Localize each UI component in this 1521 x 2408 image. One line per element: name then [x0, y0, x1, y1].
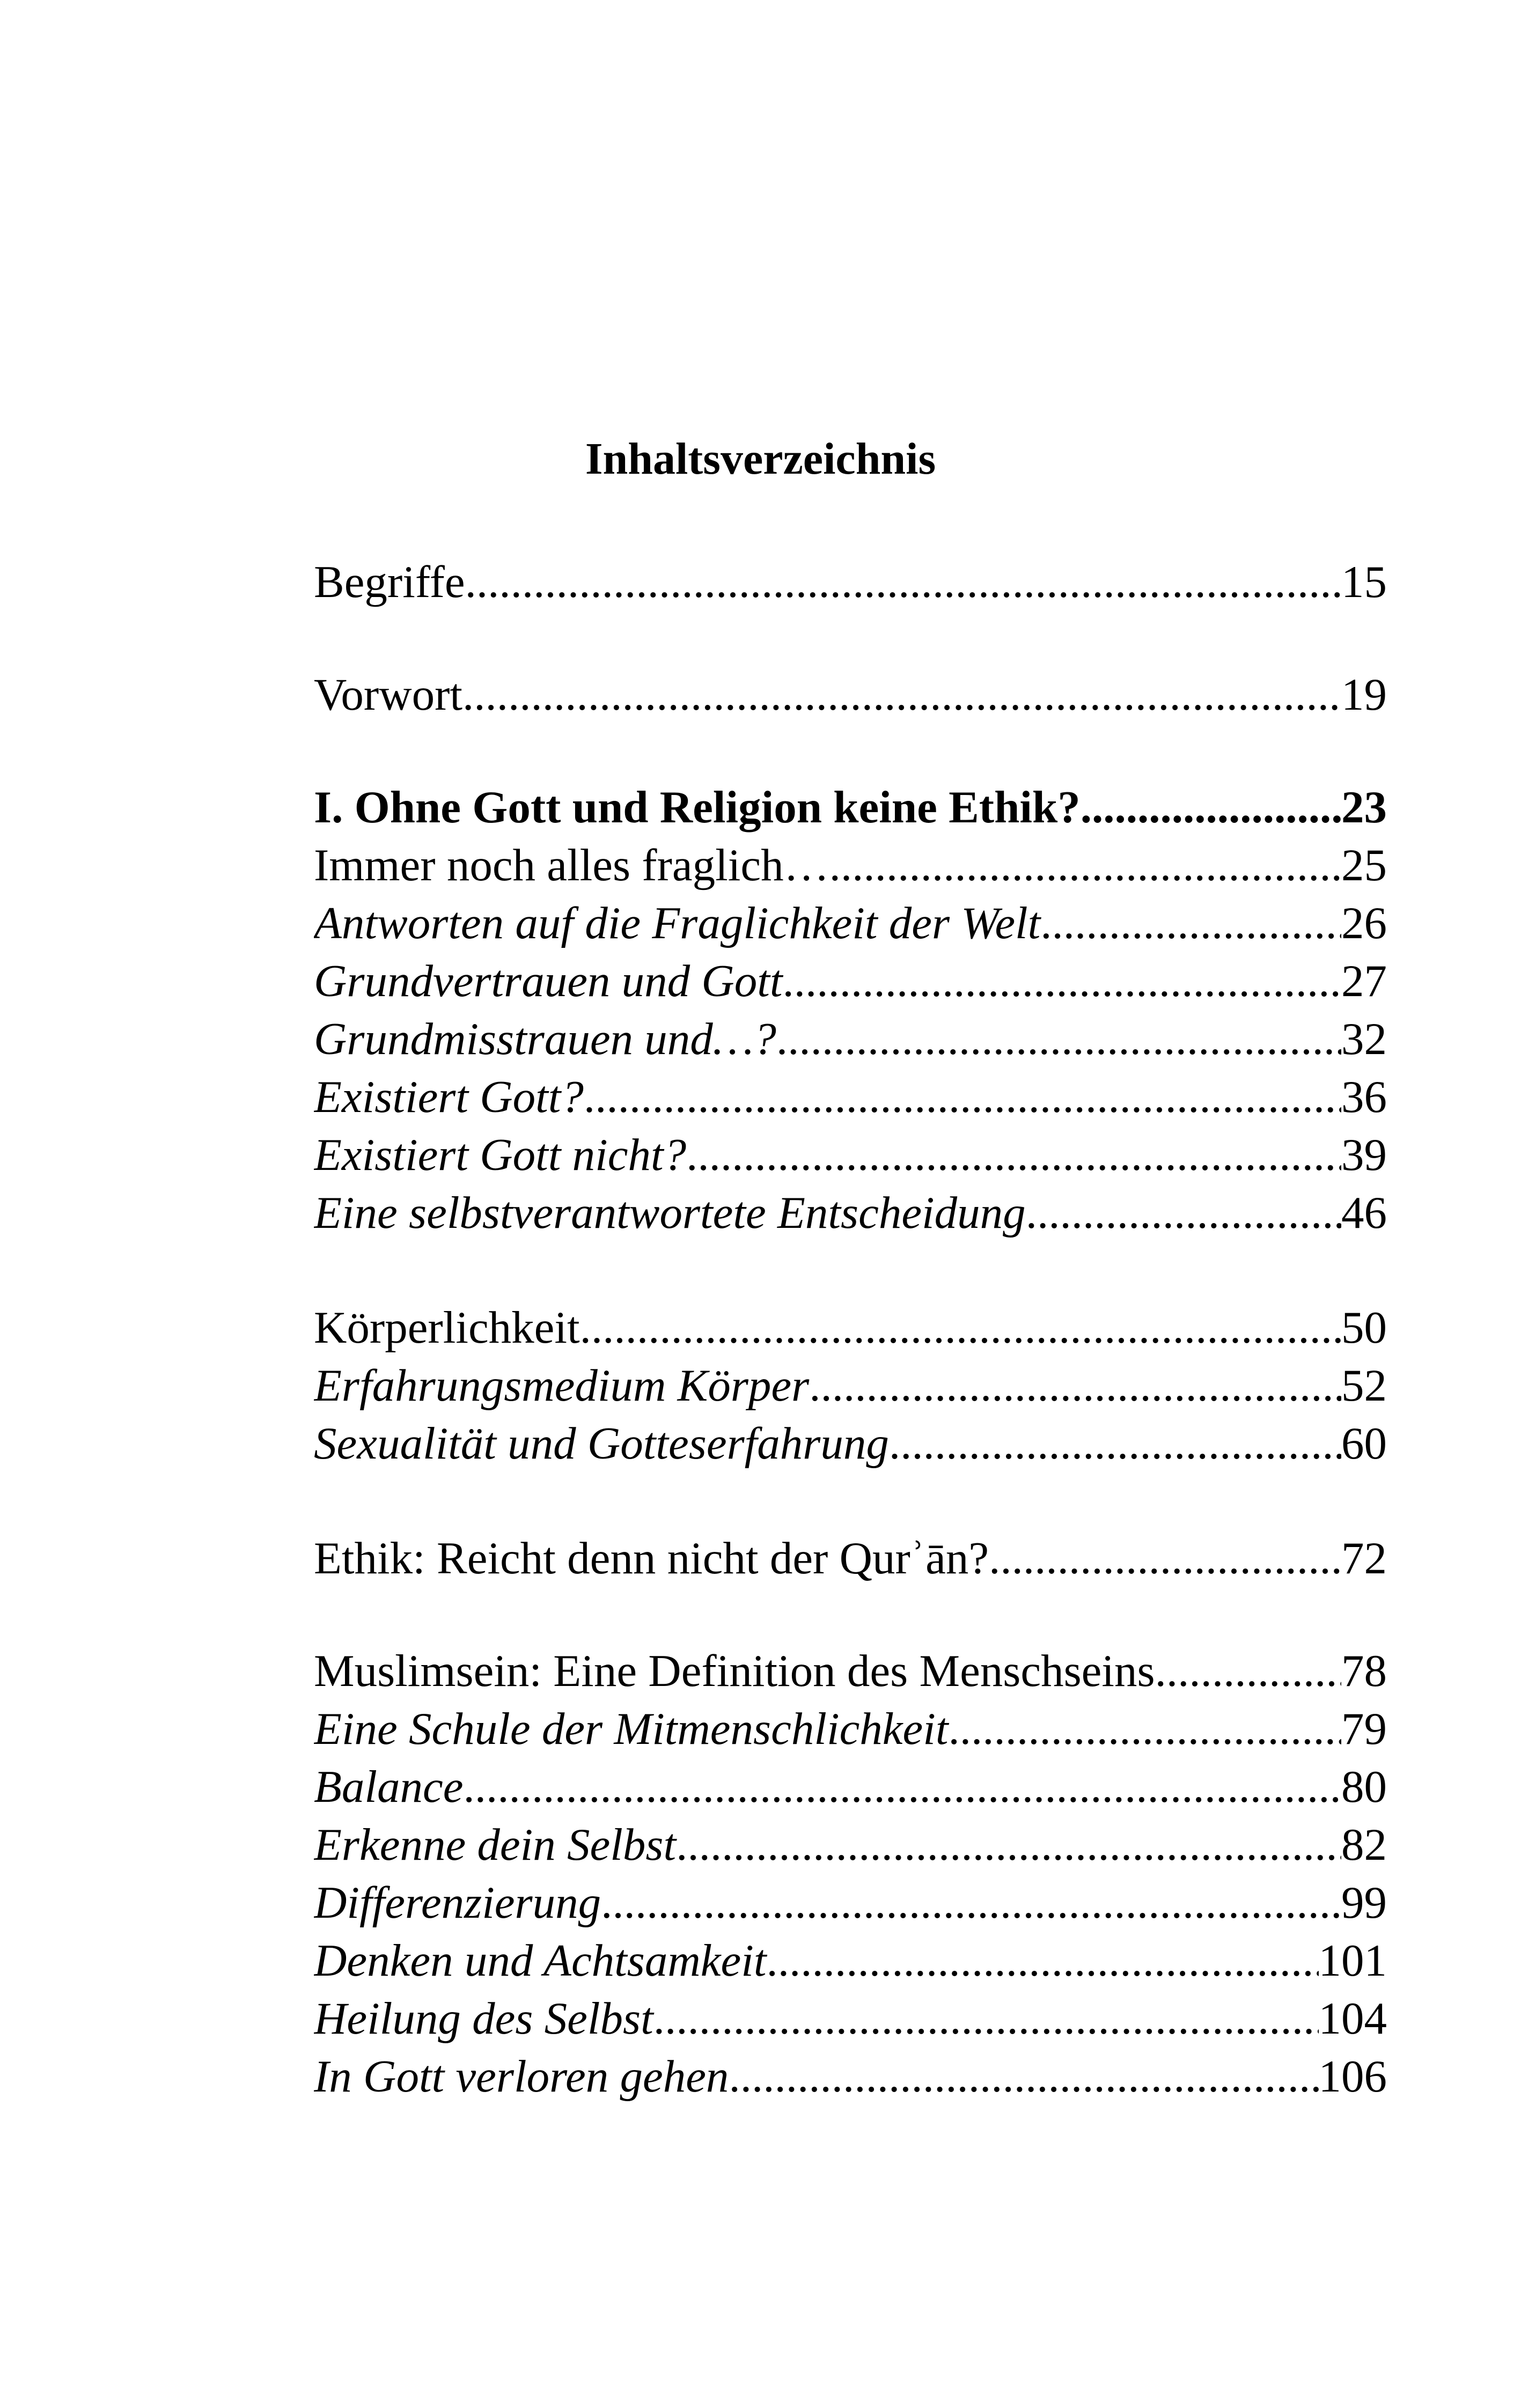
- toc-entry-title: In Gott verloren gehen: [314, 2051, 729, 2102]
- dot-leader: [783, 952, 1341, 1011]
- toc-entry-title: Immer noch alles fraglich…: [314, 840, 829, 890]
- toc-entry-page: 25: [1341, 840, 1387, 890]
- dot-leader: [686, 1125, 1341, 1184]
- toc-entry-page: 60: [1341, 1418, 1387, 1469]
- toc-subentry: [314, 1414, 1387, 1473]
- toc-entry-page: 52: [1341, 1360, 1387, 1411]
- toc-entry-page: 15: [1341, 557, 1387, 607]
- toc-chapter-heading: [314, 778, 1387, 837]
- toc-entry-page: 106: [1318, 2051, 1387, 2102]
- toc-entry-title: Muslimsein: Eine Definition des Menschseins: [314, 1646, 1155, 1696]
- dot-leader: [1155, 1641, 1341, 1700]
- toc-entry-page: 19: [1341, 669, 1387, 720]
- toc-subentry: [314, 1757, 1387, 1816]
- toc-subentry: [314, 952, 1387, 1011]
- toc-entry-page: 80: [1341, 1762, 1387, 1812]
- dot-leader: [949, 1699, 1342, 1758]
- toc-entry-title: Differenzierung: [314, 1877, 601, 1928]
- toc-entry-title: Grundmisstrauen und…?: [314, 1014, 776, 1064]
- toc-entry-page: 46: [1341, 1188, 1387, 1238]
- toc-entry-title: Antworten auf die Fraglichkeit der Welt: [314, 898, 1041, 948]
- toc-subentry: [314, 1356, 1387, 1415]
- toc-entry-title: Eine selbstverantwortete Entscheidung: [314, 1188, 1026, 1238]
- dot-leader: [829, 836, 1341, 895]
- toc-entry-page: 72: [1341, 1533, 1387, 1584]
- toc-subentry: [314, 1067, 1387, 1126]
- toc-entry: [314, 1641, 1387, 1700]
- toc-entry-page: 26: [1341, 898, 1387, 948]
- toc-entry-title: Denken und Achtsamkeit: [314, 1935, 767, 1986]
- dot-leader: [653, 1989, 1319, 2048]
- toc-entry-title: Ethik: Reicht denn nicht der Qurʾān?: [314, 1533, 989, 1584]
- toc-entry: [314, 1298, 1387, 1357]
- dot-leader: [1081, 778, 1341, 837]
- toc-entry-page: 82: [1341, 1820, 1387, 1870]
- toc-entry-page: 101: [1318, 1935, 1387, 1986]
- toc-entry-title: Balance: [314, 1762, 464, 1812]
- toc-entry-begriffe: [314, 553, 1387, 612]
- toc-entry-title: Existiert Gott nicht?: [314, 1130, 687, 1180]
- toc-subentry: [314, 1010, 1387, 1069]
- dot-leader: [1040, 894, 1341, 953]
- dot-leader: [580, 1298, 1341, 1357]
- toc-subentry: [314, 1989, 1387, 2048]
- dot-leader: [464, 1757, 1342, 1816]
- toc-entry-title: Eine Schule der Mitmenschlichkeit: [314, 1704, 949, 1754]
- toc-entry-vorwort: [314, 665, 1387, 724]
- toc-entry-title: Sexualität und Gotteserfahrung: [314, 1418, 889, 1469]
- toc-entry-title: I. Ohne Gott und Religion keine Ethik?: [314, 782, 1081, 833]
- toc-entry-title: Heilung des Selbst: [314, 1993, 653, 2044]
- toc-subentry: [314, 1183, 1387, 1242]
- dot-leader: [889, 1414, 1341, 1473]
- dot-leader: [776, 1010, 1341, 1069]
- toc-entry-title: Körperlichkeit: [314, 1302, 580, 1353]
- toc-entry-title: Grundvertrauen und Gott: [314, 956, 783, 1006]
- toc-entry-page: 32: [1341, 1014, 1387, 1064]
- toc-subentry: [314, 2047, 1387, 2106]
- dot-leader: [1026, 1183, 1341, 1242]
- toc-entry-title: Vorwort: [314, 669, 463, 720]
- toc-subentry: [314, 894, 1387, 953]
- dot-leader: [766, 1931, 1318, 1990]
- toc-entry-page: 23: [1341, 782, 1387, 833]
- toc-subentry: [314, 1873, 1387, 1932]
- toc-entry-page: 39: [1341, 1130, 1387, 1180]
- toc-entry-title: Erkenne dein Selbst: [314, 1820, 677, 1870]
- toc-entry-page: 50: [1341, 1302, 1387, 1353]
- toc-entry-page: 27: [1341, 956, 1387, 1006]
- toc-entry-page: 104: [1318, 1993, 1387, 2044]
- page-title: Inhaltsverzeichnis: [585, 434, 936, 484]
- dot-leader: [989, 1529, 1341, 1588]
- dot-leader: [729, 2047, 1318, 2106]
- toc-entry-title: Erfahrungsmedium Körper: [314, 1360, 810, 1411]
- toc-subentry: [314, 1931, 1387, 1990]
- toc-entry-page: 79: [1341, 1704, 1387, 1754]
- dot-leader: [584, 1067, 1341, 1126]
- dot-leader: [601, 1873, 1341, 1932]
- toc-entry-page: 36: [1341, 1072, 1387, 1122]
- dot-leader: [809, 1356, 1341, 1415]
- toc-subentry: [314, 1815, 1387, 1874]
- toc-subentry: [314, 1699, 1387, 1758]
- toc-entry: [314, 1529, 1387, 1588]
- dot-leader: [676, 1815, 1341, 1874]
- dot-leader: [462, 665, 1341, 724]
- toc-entry-title: Begriffe: [314, 557, 465, 607]
- toc-subentry: [314, 1125, 1387, 1184]
- toc-entry: [314, 836, 1387, 895]
- toc-entry-page: 99: [1341, 1877, 1387, 1928]
- dot-leader: [465, 553, 1341, 612]
- toc-entry-page: 78: [1341, 1646, 1387, 1696]
- toc-entry-title: Existiert Gott?: [314, 1072, 584, 1122]
